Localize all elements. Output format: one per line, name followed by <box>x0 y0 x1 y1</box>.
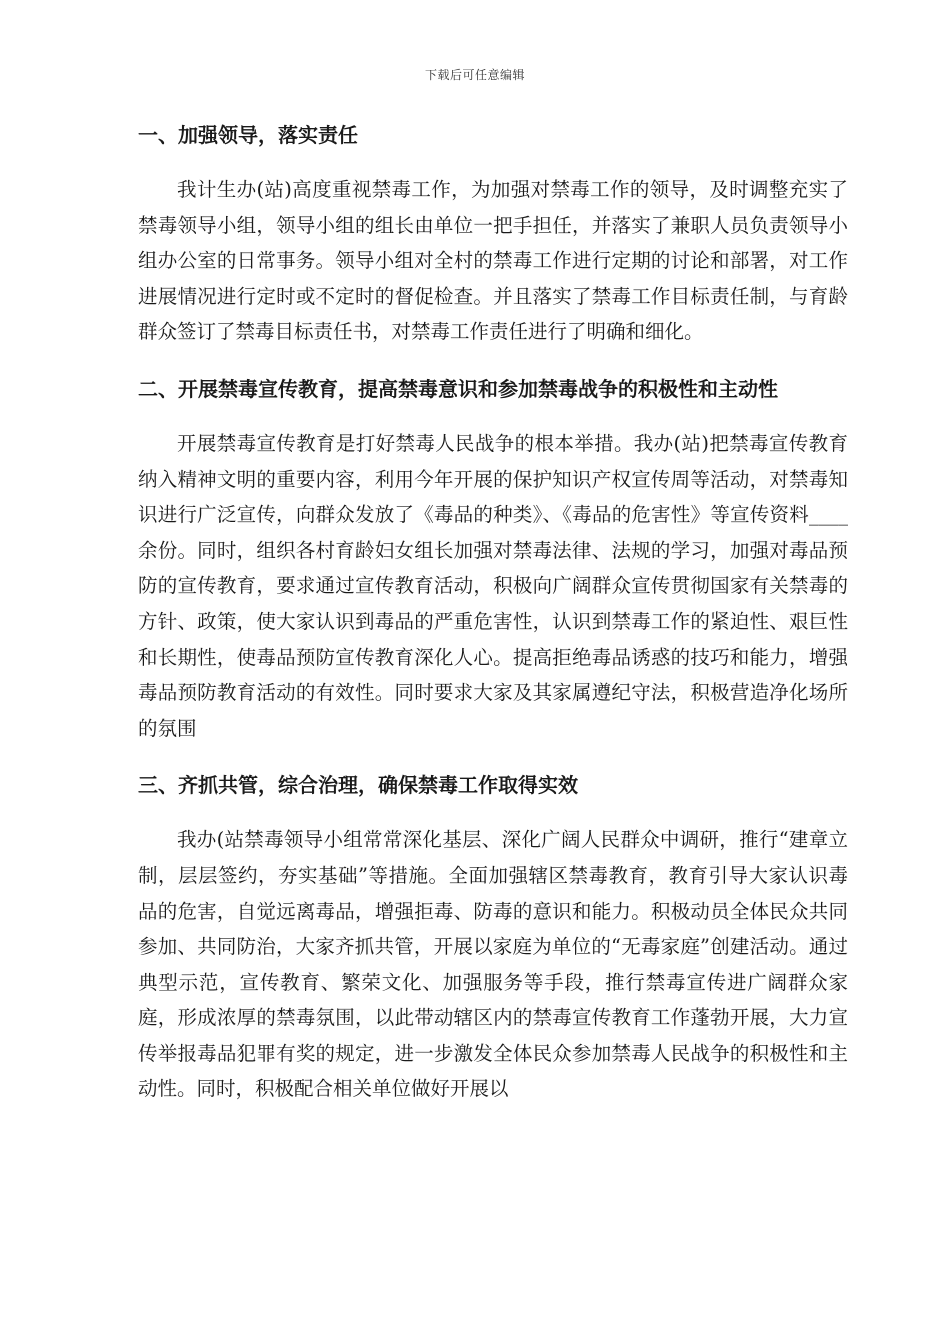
section-1-paragraph: 我计生办(站)高度重视禁毒工作，为加强对禁毒工作的领导，及时调整充实了禁毒领导小组，领导小组的组长由单位一把手担任，并落实了兼职人员负责领导小组办公室的日常事务。领导小组对全村的禁毒工作进行定期的讨论和部署，对工作进展情况进行定时或不定时的督促检查。并且落实了禁毒工作目标责任制，与育龄群众签订了禁毒目标责任书，对禁毒工作责任进行了明确和细化。 <box>138 178 848 344</box>
section-2-paragraph: 开展禁毒宣传教育是打好禁毒人民战争的根本举措。我办(站)把禁毒宣传教育纳入精神文明的重要内容，利用今年开展的保护知识产权宣传周等活动，对禁毒知识进行广泛宣传，向群众发放了《毒品的种类》、《毒品的危害性》等宣传资料____余份。同时，组织各村育龄妇女组长加强对禁毒法律、法规的学习，加强对毒品预防的宣传教育，要求通过宣传教育活动，积极向广阔群众宣传贯彻国家有关禁毒的方针、政策，使大家认识到毒品的严重危害性，认识到禁毒工作的紧迫性、艰巨性和长期性，使毒品预防宣传教育深化人心。提高拒绝毒品诱惑的技巧和能力，增强毒品预防教育活动的有效性。同时要求大家及其家属遵纪守法，积极营造净化场所的氛围 <box>138 431 848 740</box>
section-1-heading: 一、加强领导，落实责任 <box>138 123 358 147</box>
section-3-heading: 三、齐抓共管，综合治理，确保禁毒工作取得实效 <box>138 773 578 798</box>
section-2-heading: 二、开展禁毒宣传教育，提高禁毒意识和参加禁毒战争的积极性和主动性 <box>138 376 778 401</box>
document-body <box>138 118 848 1107</box>
header-note: 下载后可任意编辑 <box>424 68 525 82</box>
section-3-paragraph: 我办(站禁毒领导小组常常深化基层、深化广阔人民群众中调研，推行“建章立制，层层签约，夯实基础”等措施。全面加强辖区禁毒教育，教育引导大家认识毒品的危害，自觉远离毒品，增强拒毒、防毒的意识和能力。积极动员全体民众共同参加、共同防治，大家齐抓共管，开展以家庭为单位的“无毒家庭”创建活动。通过典型示范，宣传教育、繁荣文化、加强服务等手段，推行禁毒宣传进广阔群众家庭，形成浓厚的禁毒氛围，以此带动辖区内的禁毒宣传教育工作蓬勃开展，大力宣传举报毒品犯罪有奖的规定，进一步激发全体民众参加禁毒人民战争的积极性和主动性。同时，积极配合相关单位做好开展以 <box>138 828 848 1101</box>
